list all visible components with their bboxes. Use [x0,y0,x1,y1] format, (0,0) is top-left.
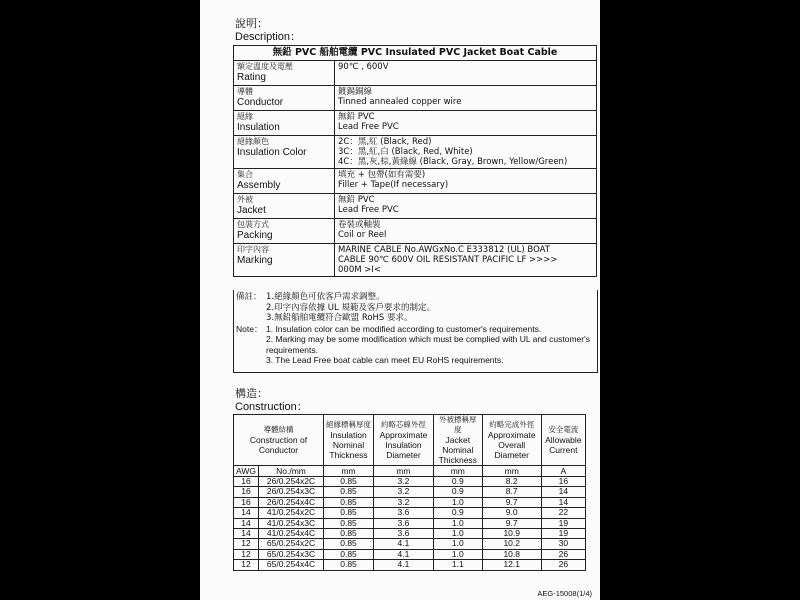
table-cell: 3.6 [374,518,434,528]
table-cell: 10.9 [482,529,541,539]
table-cell: 0.85 [324,518,374,528]
table-cell: 22 [541,508,585,518]
description-label [234,86,335,111]
unit-overall-diameter: mm [482,466,541,477]
description-table [233,45,597,277]
description-label [234,194,335,219]
table-cell: 12 [234,549,259,559]
header-allowable-current: 安全電流 Allowable Current [541,415,585,466]
description-value [335,136,597,169]
header-insulation-diameter: 約略芯線外徑 Approximate Insulation Diameter [374,415,434,466]
label-en: Packing [237,230,273,241]
table-cell: 1.0 [433,529,482,539]
table-row [234,518,586,528]
table-cell: 30 [541,539,585,549]
table-cell: 3.6 [374,508,434,518]
label-en: Conductor [237,97,284,108]
table-row [234,497,586,507]
table-cell: 0.9 [433,477,482,487]
table-cell: 1.0 [433,518,482,528]
note-en-1: Note： 1. Insulation color can be modified according to customer's requirements. [236,323,542,334]
description-label [234,111,335,136]
table-cell: 14 [541,497,585,507]
value-line: Lead Free PVC [338,205,399,215]
description-label [234,136,335,169]
notes-zh-lead: 備註： [236,292,262,302]
table-cell: 0.85 [324,497,374,507]
table-row [234,477,586,487]
description-label [234,61,335,86]
description-row [234,86,597,111]
table-cell: 12 [234,560,259,570]
table-row [234,549,586,559]
description-value [335,111,597,136]
label-en: Rating [237,72,266,83]
note-zh-1: 備註： 1.絕緣顏色可依客戶需求調整。 [236,292,385,302]
value-line: Coil or Reel [338,230,387,240]
description-value [335,169,597,194]
header-jacket-thickness: 外被標稱厚度 Jacket Nominal Thickness [433,415,482,466]
description-value [335,244,597,277]
table-cell: 1.0 [433,497,482,507]
table-cell: 26 [541,549,585,559]
table-cell: 14 [234,529,259,539]
note-en-2: 2. Marking may be some modification which must be complied with UL and customer's requirements. [266,334,590,355]
label-zh: 額定溫度及電壓 [237,62,293,71]
table-cell: 1.1 [433,560,482,570]
construction-table [233,414,586,571]
label-en: Jacket [237,205,266,216]
description-value [335,61,597,86]
table-cell: 0.9 [433,508,482,518]
label-zh: 外被 [237,195,253,204]
table-cell: 19 [541,529,585,539]
description-label [234,169,335,194]
table-cell: 26 [541,560,585,570]
document-page [200,0,600,600]
table-cell: 0.85 [324,487,374,497]
unit-awg: AWG [234,466,259,477]
table-cell: 26/0.254x2C [259,477,324,487]
table-cell: 0.85 [324,539,374,549]
table-row [234,560,586,570]
table-cell: 3.2 [374,487,434,497]
value-line: 4C：黑,灰,棕,黃綠線 (Black, Gray, Brown, Yellow/Green) [338,157,568,167]
table-cell: 16 [541,477,585,487]
header-overall-diameter: 約略完成外徑 Approximate Overall Diameter [482,415,541,466]
description-row [234,169,597,194]
label-en: Insulation Color [237,147,307,158]
table-cell: 3.6 [374,529,434,539]
description-title: 無鉛 PVC 船舶電纜 PVC Insulated PVC Jacket Boat Cable [234,46,597,61]
table-cell: 9.0 [482,508,541,518]
unit-strand: No./mm [259,466,324,477]
construction-heading-zh: 構造： [235,387,268,400]
table-cell: 10.2 [482,539,541,549]
value-line: 2C：黑,紅 (Black, Red) [338,137,432,147]
note-zh-2: 2.印字內容依據 UL 規範及客戶要求的制定。 [266,302,435,313]
label-zh: 印字內容 [237,245,269,254]
value-line: 填充 + 包帶(如有需要) [338,170,426,180]
value-line: Lead Free PVC [338,122,399,132]
description-row [234,244,597,277]
label-zh: 導體 [237,87,253,96]
units-row [234,466,586,477]
table-cell: 1.0 [433,539,482,549]
label-zh: 絕緣 [237,112,253,121]
table-cell: 0.85 [324,508,374,518]
description-label [234,219,335,244]
table-cell: 65/0.254x3C [259,549,324,559]
label-en: Marking [237,255,273,266]
description-heading: Description： [235,31,302,43]
table-cell: 0.85 [324,529,374,539]
table-row [234,508,586,518]
table-cell: 12 [234,539,259,549]
table-cell: 0.85 [324,477,374,487]
value-line: 鍍錫銅線 [338,87,373,97]
table-cell: 9.7 [482,497,541,507]
notes-en-lead: Note： [236,323,263,334]
header-insulation-thickness: 絕緣標稱厚度 Insulation Nominal Thickness [324,415,374,466]
description-row [234,194,597,219]
description-row [234,219,597,244]
value-line: Tinned annealed copper wire [338,97,462,107]
table-cell: 4.1 [374,560,434,570]
value-line: 卷裝或軸裝 [338,220,381,230]
table-cell: 16 [234,497,259,507]
note-zh-3: 3.無鉛船舶電纜符合歐盟 RoHS 要求。 [266,313,413,323]
description-row [234,61,597,86]
value-line: CABLE 90℃ 600V OIL RESISTANT PACIFIC LF >>>> [338,255,558,265]
table-cell: 14 [234,508,259,518]
description-label [234,244,335,277]
unit-jacket-thickness: mm [433,466,482,477]
table-cell: 0.9 [433,487,482,497]
value-line: 無鉛 PVC [338,112,375,122]
table-cell: 41/0.254x2C [259,508,324,518]
note-en-3: 3. The Lead Free boat cable can meet EU RoHS requirements. [266,355,504,365]
table-cell: 8.2 [482,477,541,487]
label-zh: 集合 [237,170,253,179]
header-conductor: 導體結構 Construction of Conductor [234,415,324,466]
table-cell: 4.1 [374,549,434,559]
table-row [234,487,586,497]
value-line: 3C：黑,紅,白 (Black, Red, White) [338,147,473,157]
value-line: 000M >I< [338,265,382,275]
table-cell: 65/0.254x4C [259,560,324,570]
value-line: MARINE CABLE No.AWGxNo.C E333812 (UL) BOAT [338,245,550,255]
table-cell: 19 [541,518,585,528]
label-zh: 包裝方式 [237,220,269,229]
label-zh: 絕緣顏色 [237,137,269,146]
table-cell: 41/0.254x3C [259,518,324,528]
table-cell: 0.85 [324,560,374,570]
unit-current: A [541,466,585,477]
table-cell: 26/0.254x3C [259,487,324,497]
table-cell: 4.1 [374,539,434,549]
label-en: Assembly [237,180,281,191]
table-row [234,539,586,549]
value-line: 90℃ , 600V [338,62,389,72]
description-value [335,194,597,219]
construction-heading: Construction： [235,401,308,413]
table-cell: 10.8 [482,549,541,559]
table-cell: 3.2 [374,497,434,507]
table-cell: 12.1 [482,560,541,570]
notes-block [236,292,596,366]
description-value [335,86,597,111]
table-cell: 3.2 [374,477,434,487]
unit-insulation-thickness: mm [324,466,374,477]
unit-insulation-diameter: mm [374,466,434,477]
table-cell: 14 [541,487,585,497]
table-cell: 16 [234,477,259,487]
table-cell: 41/0.254x4C [259,529,324,539]
label-en: Insulation [237,122,280,133]
table-cell: 65/0.254x2C [259,539,324,549]
table-cell: 1.0 [433,549,482,559]
table-cell: 26/0.254x4C [259,497,324,507]
table-cell: 9.7 [482,518,541,528]
description-heading-zh: 說明： [235,17,268,30]
table-cell: 8.7 [482,487,541,497]
description-value [335,219,597,244]
document-code: AEG-15008(1/4) [537,589,592,598]
description-row [234,136,597,169]
table-cell: 0.85 [324,549,374,559]
table-cell: 16 [234,487,259,497]
description-row [234,111,597,136]
value-line: Filler + Tape(If necessary) [338,180,449,190]
value-line: 無鉛 PVC [338,195,375,205]
table-cell: 14 [234,518,259,528]
table-row [234,529,586,539]
